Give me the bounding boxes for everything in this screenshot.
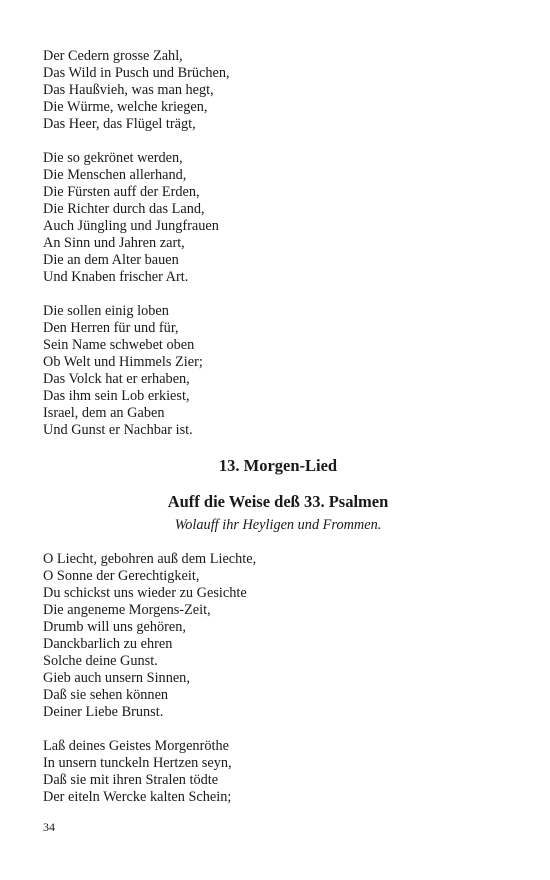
- verse-line: Auch Jüngling und Jungfrauen: [43, 218, 219, 234]
- verse-line: Drumb will uns gehören,: [43, 619, 186, 635]
- verse-line: Die Fürsten auff der Erden,: [43, 184, 200, 200]
- verse-line: In unsern tunckeln Hertzen seyn,: [43, 755, 232, 771]
- verse-line: Den Herren für und für,: [43, 320, 179, 336]
- verse-line: Die sollen einig loben: [43, 303, 169, 319]
- verse-line: Du schickst uns wieder zu Gesichte: [43, 585, 247, 601]
- melody-reference: Wolauff ihr Heyligen und Frommen.: [174, 517, 382, 533]
- stanza: [43, 738, 513, 806]
- page-body: [43, 48, 513, 823]
- verse-line: Das Wild in Pusch und Brüchen,: [43, 65, 230, 81]
- stanza: [43, 551, 513, 721]
- verse-line: An Sinn und Jahren zart,: [43, 235, 185, 251]
- verse-line: Ob Welt und Himmels Zier;: [43, 354, 203, 370]
- verse-line: Sein Name schwebet oben: [43, 337, 195, 353]
- verse-line: Daß sie sehen können: [43, 687, 169, 703]
- page-number: 34: [43, 820, 55, 834]
- verse-line: Die Würme, welche kriegen,: [43, 99, 208, 115]
- stanza: [43, 150, 513, 286]
- verse-line: Israel, dem an Gaben: [43, 405, 165, 421]
- verse-line: Daß sie mit ihren Stralen tödte: [43, 772, 219, 788]
- verse-line: Die Richter durch das Land,: [43, 201, 205, 217]
- verse-line: Die so gekrönet werden,: [43, 150, 183, 166]
- verse-line: Das Heer, das Flügel trägt,: [43, 116, 196, 132]
- verse-line: Die Menschen allerhand,: [43, 167, 187, 183]
- song-text: [43, 551, 513, 806]
- song-title: 13. Morgen-Lied: [218, 456, 338, 475]
- stanza: [43, 48, 513, 133]
- verse-line: O Liecht, gebohren auß dem Liechte,: [43, 551, 257, 567]
- verse-line: Gieb auch unsern Sinnen,: [43, 670, 190, 686]
- verse-line: Das Haußvieh, was man hegt,: [43, 82, 214, 98]
- verse-line: O Sonne der Gerechtigkeit,: [43, 568, 200, 584]
- stanza: [43, 303, 513, 439]
- verse-line: Der eiteln Wercke kalten Schein;: [43, 789, 232, 805]
- verse-line: Deiner Liebe Brunst.: [43, 704, 164, 720]
- verse-line: Danckbarlich zu ehren: [43, 636, 173, 652]
- verse-line: Der Cedern grosse Zahl,: [43, 48, 183, 64]
- verse-line: Die angeneme Morgens-Zeit,: [43, 602, 211, 618]
- verse-line: Solche deine Gunst.: [43, 653, 158, 669]
- song-subtitle: Auff die Weise deß 33. Psalmen: [167, 492, 389, 511]
- verse-line: Die an dem Alter bauen: [43, 252, 179, 268]
- verse-line: Laß deines Geistes Morgenröthe: [43, 738, 229, 754]
- verse-line: Und Gunst er Nachbar ist.: [43, 422, 193, 438]
- verse-line: Das ihm sein Lob erkiest,: [43, 388, 190, 404]
- verse-line: Das Volck hat er erhaben,: [43, 371, 190, 387]
- poem-continuation: [43, 48, 513, 439]
- verse-line: Und Knaben frischer Art.: [43, 269, 189, 285]
